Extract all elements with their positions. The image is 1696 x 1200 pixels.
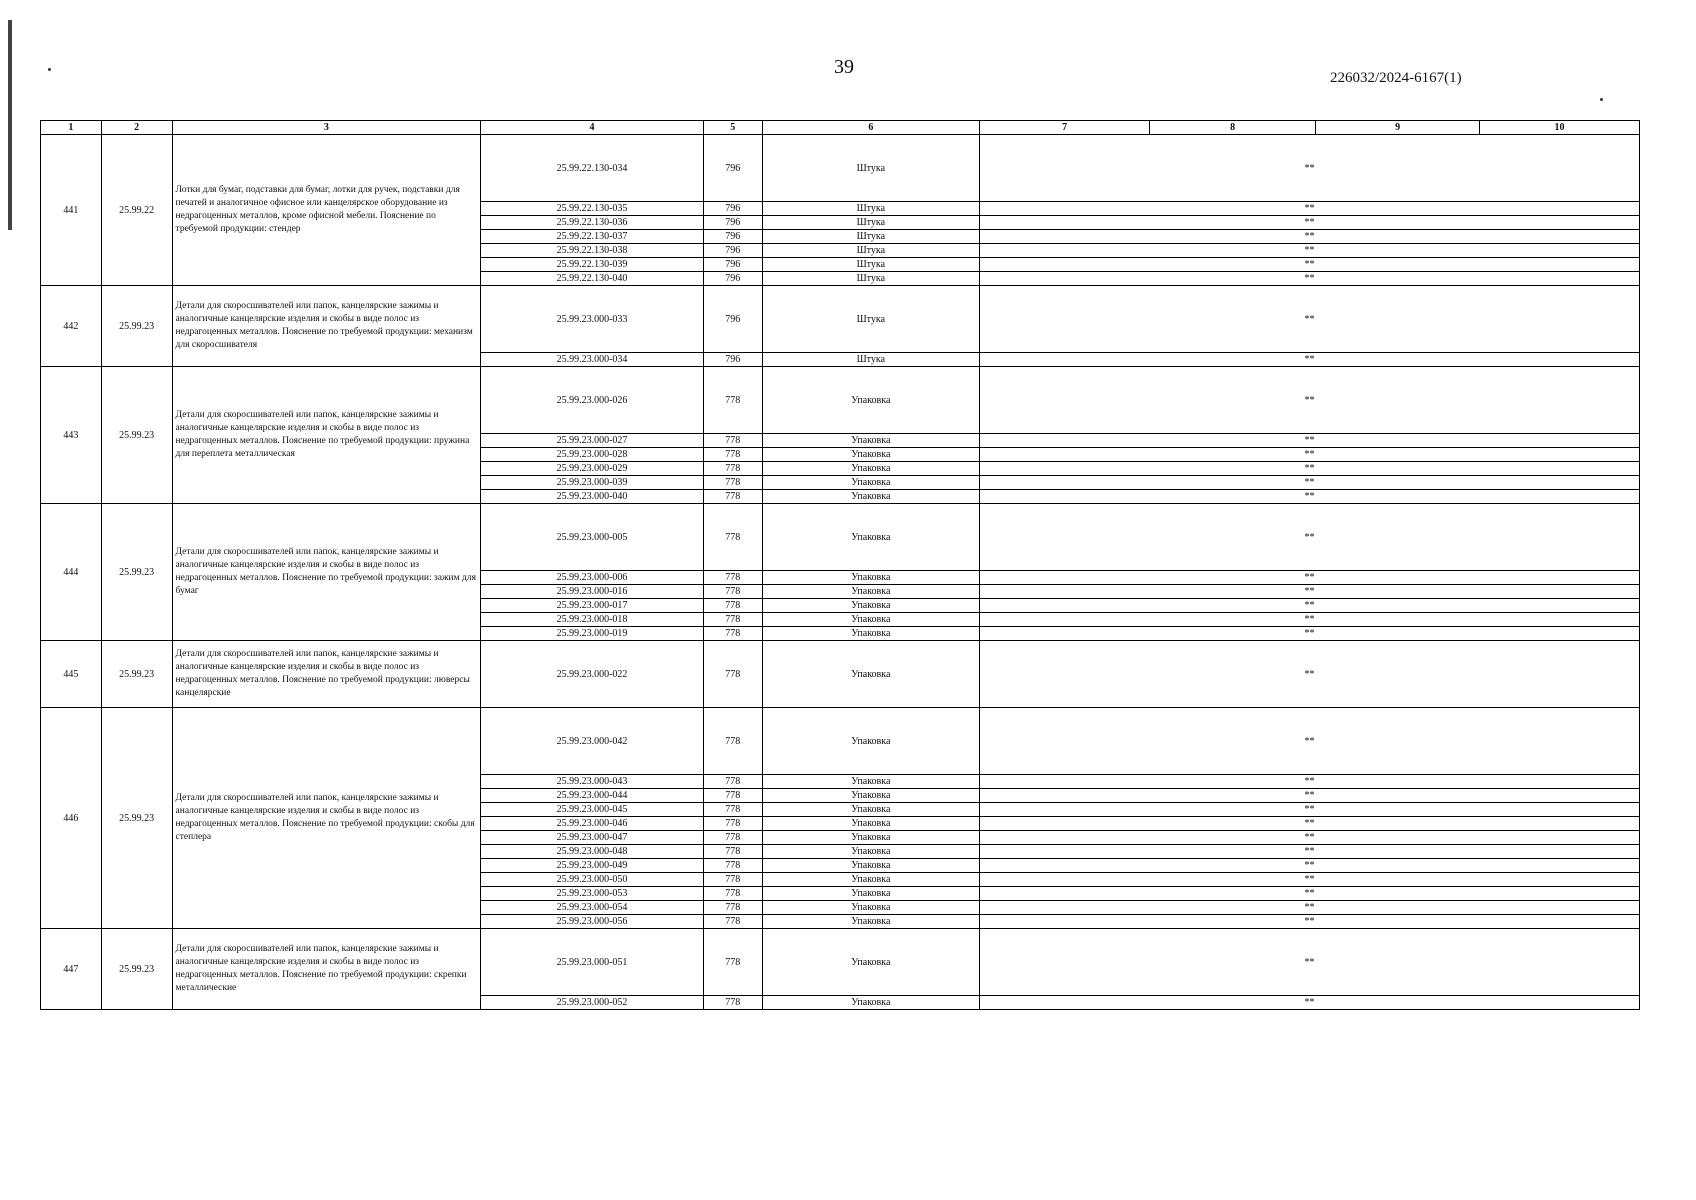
unit-name: Упаковка — [762, 996, 980, 1010]
ktru-code: 25.99.22.130-039 — [481, 258, 704, 272]
unit-code: 778 — [703, 476, 762, 490]
characteristics-placeholder: ** — [980, 859, 1640, 873]
unit-name: Упаковка — [762, 775, 980, 789]
ktru-code: 25.99.23.000-042 — [481, 708, 704, 775]
ktru-code: 25.99.22.130-040 — [481, 272, 704, 286]
unit-code: 778 — [703, 708, 762, 775]
unit-code: 796 — [703, 286, 762, 353]
product-description: Детали для скоросшивателей или папок, канцелярские зажимы и аналогичные канцелярские изделия и скобы в виде полос из недрагоценных металлов. Пояснение по требуемой продукции: люверсы канцелярские — [172, 641, 481, 708]
unit-name: Упаковка — [762, 803, 980, 817]
unit-code: 778 — [703, 859, 762, 873]
okpd-code: 25.99.23 — [101, 641, 172, 708]
characteristics-placeholder: ** — [980, 817, 1640, 831]
ktru-code: 25.99.23.000-026 — [481, 367, 704, 434]
page-number: 39 — [834, 56, 854, 78]
unit-name: Упаковка — [762, 859, 980, 873]
characteristics-placeholder: ** — [980, 286, 1640, 353]
characteristics-placeholder: ** — [980, 230, 1640, 244]
characteristics-placeholder: ** — [980, 887, 1640, 901]
unit-code: 778 — [703, 434, 762, 448]
characteristics-placeholder: ** — [980, 789, 1640, 803]
row-number: 442 — [41, 286, 102, 367]
unit-name: Упаковка — [762, 627, 980, 641]
unit-code: 778 — [703, 599, 762, 613]
product-description: Детали для скоросшивателей или папок, канцелярские зажимы и аналогичные канцелярские изделия и скобы в виде полос из недрагоценных металлов. Пояснение по требуемой продукции: механизм для скоросшивателя — [172, 286, 481, 367]
unit-code: 778 — [703, 873, 762, 887]
unit-name: Штука — [762, 244, 980, 258]
column-header-6: 6 — [762, 121, 980, 135]
ktru-code: 25.99.23.000-044 — [481, 789, 704, 803]
characteristics-placeholder: ** — [980, 831, 1640, 845]
characteristics-placeholder: ** — [980, 448, 1640, 462]
unit-name: Штука — [762, 216, 980, 230]
column-header-1: 1 — [41, 121, 102, 135]
ktru-code: 25.99.23.000-046 — [481, 817, 704, 831]
okpd-code: 25.99.22 — [101, 135, 172, 286]
okpd-code: 25.99.23 — [101, 504, 172, 641]
ktru-code: 25.99.23.000-017 — [481, 599, 704, 613]
ktru-code: 25.99.23.000-040 — [481, 490, 704, 504]
unit-code: 778 — [703, 915, 762, 929]
ktru-code: 25.99.23.000-048 — [481, 845, 704, 859]
ktru-code: 25.99.23.000-054 — [481, 901, 704, 915]
unit-code: 778 — [703, 490, 762, 504]
table-row — [41, 929, 1640, 996]
characteristics-placeholder: ** — [980, 353, 1640, 367]
unit-name: Упаковка — [762, 708, 980, 775]
characteristics-placeholder: ** — [980, 613, 1640, 627]
table-body — [41, 135, 1640, 1010]
ktru-code: 25.99.22.130-034 — [481, 135, 704, 202]
unit-name: Упаковка — [762, 641, 980, 708]
row-number: 446 — [41, 708, 102, 929]
unit-code: 778 — [703, 504, 762, 571]
unit-name: Упаковка — [762, 434, 980, 448]
ktru-code: 25.99.23.000-049 — [481, 859, 704, 873]
unit-name: Штука — [762, 286, 980, 353]
characteristics-placeholder: ** — [980, 135, 1640, 202]
column-header-3: 3 — [172, 121, 481, 135]
products-table — [40, 120, 1640, 1010]
product-description: Детали для скоросшивателей или папок, канцелярские зажимы и аналогичные канцелярские изделия и скобы в виде полос из недрагоценных металлов. Пояснение по требуемой продукции: пружина для переплета металлическая — [172, 367, 481, 504]
table-row — [41, 367, 1640, 434]
unit-code: 778 — [703, 641, 762, 708]
unit-code: 778 — [703, 462, 762, 476]
product-description: Лотки для бумаг, подставки для бумаг, лотки для ручек, подставки для печатей и аналогичное офисное или канцелярское оборудование из недрагоценных металлов, кроме офисной мебели. Пояснение по требуемой продукции: стендер — [172, 135, 481, 286]
characteristics-placeholder: ** — [980, 775, 1640, 789]
unit-name: Упаковка — [762, 901, 980, 915]
characteristics-placeholder: ** — [980, 367, 1640, 434]
unit-code: 778 — [703, 803, 762, 817]
characteristics-placeholder: ** — [980, 585, 1640, 599]
unit-code: 796 — [703, 272, 762, 286]
ktru-code: 25.99.23.000-029 — [481, 462, 704, 476]
unit-name: Упаковка — [762, 831, 980, 845]
unit-name: Упаковка — [762, 448, 980, 462]
characteristics-placeholder: ** — [980, 202, 1640, 216]
unit-code: 778 — [703, 627, 762, 641]
characteristics-placeholder: ** — [980, 901, 1640, 915]
column-header-4: 4 — [481, 121, 704, 135]
column-header-10: 10 — [1480, 121, 1640, 135]
characteristics-placeholder: ** — [980, 462, 1640, 476]
characteristics-placeholder: ** — [980, 873, 1640, 887]
ktru-code: 25.99.23.000-047 — [481, 831, 704, 845]
characteristics-placeholder: ** — [980, 803, 1640, 817]
unit-name: Упаковка — [762, 887, 980, 901]
scan-speck — [48, 68, 51, 71]
unit-code: 778 — [703, 901, 762, 915]
table-header-row — [41, 121, 1640, 135]
document-id: 226032/2024-6167(1) — [1330, 70, 1462, 86]
unit-code: 778 — [703, 448, 762, 462]
characteristics-placeholder: ** — [980, 599, 1640, 613]
characteristics-placeholder: ** — [980, 929, 1640, 996]
ktru-code: 25.99.23.000-016 — [481, 585, 704, 599]
ktru-code: 25.99.23.000-056 — [481, 915, 704, 929]
product-description: Детали для скоросшивателей или папок, канцелярские зажимы и аналогичные канцелярские изделия и скобы в виде полос из недрагоценных металлов. Пояснение по требуемой продукции: зажим для бумаг — [172, 504, 481, 641]
ktru-code: 25.99.23.000-052 — [481, 996, 704, 1010]
unit-name: Упаковка — [762, 599, 980, 613]
characteristics-placeholder: ** — [980, 915, 1640, 929]
column-header-5: 5 — [703, 121, 762, 135]
ktru-code: 25.99.23.000-051 — [481, 929, 704, 996]
row-number: 444 — [41, 504, 102, 641]
unit-code: 778 — [703, 996, 762, 1010]
row-number: 441 — [41, 135, 102, 286]
unit-name: Упаковка — [762, 462, 980, 476]
characteristics-placeholder: ** — [980, 216, 1640, 230]
table-row — [41, 135, 1640, 202]
characteristics-placeholder: ** — [980, 627, 1640, 641]
unit-name: Упаковка — [762, 367, 980, 434]
unit-code: 796 — [703, 244, 762, 258]
unit-code: 778 — [703, 585, 762, 599]
unit-name: Упаковка — [762, 585, 980, 599]
okpd-code: 25.99.23 — [101, 929, 172, 1010]
row-number: 443 — [41, 367, 102, 504]
ktru-code: 25.99.23.000-050 — [481, 873, 704, 887]
ktru-code: 25.99.23.000-019 — [481, 627, 704, 641]
ktru-code: 25.99.23.000-045 — [481, 803, 704, 817]
ktru-code: 25.99.23.000-018 — [481, 613, 704, 627]
ktru-code: 25.99.23.000-027 — [481, 434, 704, 448]
table-row — [41, 708, 1640, 775]
unit-code: 796 — [703, 258, 762, 272]
unit-code: 778 — [703, 571, 762, 585]
scan-edge-artifact — [8, 20, 12, 230]
unit-name: Упаковка — [762, 571, 980, 585]
ktru-code: 25.99.23.000-043 — [481, 775, 704, 789]
unit-name: Упаковка — [762, 873, 980, 887]
row-number: 447 — [41, 929, 102, 1010]
ktru-code: 25.99.22.130-035 — [481, 202, 704, 216]
unit-name: Штука — [762, 258, 980, 272]
characteristics-placeholder: ** — [980, 476, 1640, 490]
unit-name: Упаковка — [762, 915, 980, 929]
characteristics-placeholder: ** — [980, 641, 1640, 708]
characteristics-placeholder: ** — [980, 571, 1640, 585]
unit-code: 796 — [703, 216, 762, 230]
okpd-code: 25.99.23 — [101, 708, 172, 929]
unit-name: Штука — [762, 272, 980, 286]
table-row — [41, 286, 1640, 353]
product-description: Детали для скоросшивателей или папок, канцелярские зажимы и аналогичные канцелярские изделия и скобы в виде полос из недрагоценных металлов. Пояснение по требуемой продукции: скрепки металлические — [172, 929, 481, 1010]
unit-code: 796 — [703, 230, 762, 244]
table-row — [41, 641, 1640, 708]
unit-code: 778 — [703, 845, 762, 859]
characteristics-placeholder: ** — [980, 490, 1640, 504]
unit-code: 796 — [703, 353, 762, 367]
unit-code: 778 — [703, 831, 762, 845]
ktru-code: 25.99.23.000-039 — [481, 476, 704, 490]
unit-name: Штука — [762, 353, 980, 367]
characteristics-placeholder: ** — [980, 272, 1640, 286]
unit-code: 796 — [703, 135, 762, 202]
table-row — [41, 504, 1640, 571]
okpd-code: 25.99.23 — [101, 286, 172, 367]
unit-code: 778 — [703, 789, 762, 803]
ktru-code: 25.99.23.000-053 — [481, 887, 704, 901]
unit-code: 778 — [703, 887, 762, 901]
ktru-code: 25.99.23.000-022 — [481, 641, 704, 708]
ktru-code: 25.99.23.000-006 — [481, 571, 704, 585]
ktru-code: 25.99.22.130-036 — [481, 216, 704, 230]
unit-code: 778 — [703, 367, 762, 434]
row-number: 445 — [41, 641, 102, 708]
unit-name: Штука — [762, 230, 980, 244]
product-description: Детали для скоросшивателей или папок, канцелярские зажимы и аналогичные канцелярские изделия и скобы в виде полос из недрагоценных металлов. Пояснение по требуемой продукции: скобы для степлера — [172, 708, 481, 929]
unit-name: Упаковка — [762, 504, 980, 571]
unit-name: Упаковка — [762, 613, 980, 627]
unit-name: Упаковка — [762, 490, 980, 504]
ktru-code: 25.99.23.000-034 — [481, 353, 704, 367]
okpd-code: 25.99.23 — [101, 367, 172, 504]
characteristics-placeholder: ** — [980, 244, 1640, 258]
ktru-code: 25.99.23.000-005 — [481, 504, 704, 571]
characteristics-placeholder: ** — [980, 996, 1640, 1010]
unit-name: Упаковка — [762, 817, 980, 831]
unit-name: Упаковка — [762, 845, 980, 859]
characteristics-placeholder: ** — [980, 504, 1640, 571]
unit-name: Упаковка — [762, 929, 980, 996]
unit-code: 778 — [703, 613, 762, 627]
ktru-code: 25.99.23.000-028 — [481, 448, 704, 462]
column-header-8: 8 — [1150, 121, 1316, 135]
unit-code: 796 — [703, 202, 762, 216]
unit-code: 778 — [703, 775, 762, 789]
column-header-2: 2 — [101, 121, 172, 135]
unit-name: Упаковка — [762, 789, 980, 803]
ktru-code: 25.99.22.130-038 — [481, 244, 704, 258]
unit-code: 778 — [703, 929, 762, 996]
column-header-7: 7 — [980, 121, 1150, 135]
unit-name: Штука — [762, 202, 980, 216]
ktru-code: 25.99.22.130-037 — [481, 230, 704, 244]
unit-name: Штука — [762, 135, 980, 202]
characteristics-placeholder: ** — [980, 434, 1640, 448]
column-header-9: 9 — [1316, 121, 1480, 135]
characteristics-placeholder: ** — [980, 845, 1640, 859]
ktru-code: 25.99.23.000-033 — [481, 286, 704, 353]
unit-code: 778 — [703, 817, 762, 831]
characteristics-placeholder: ** — [980, 258, 1640, 272]
characteristics-placeholder: ** — [980, 708, 1640, 775]
unit-name: Упаковка — [762, 476, 980, 490]
scan-speck — [1600, 98, 1603, 101]
